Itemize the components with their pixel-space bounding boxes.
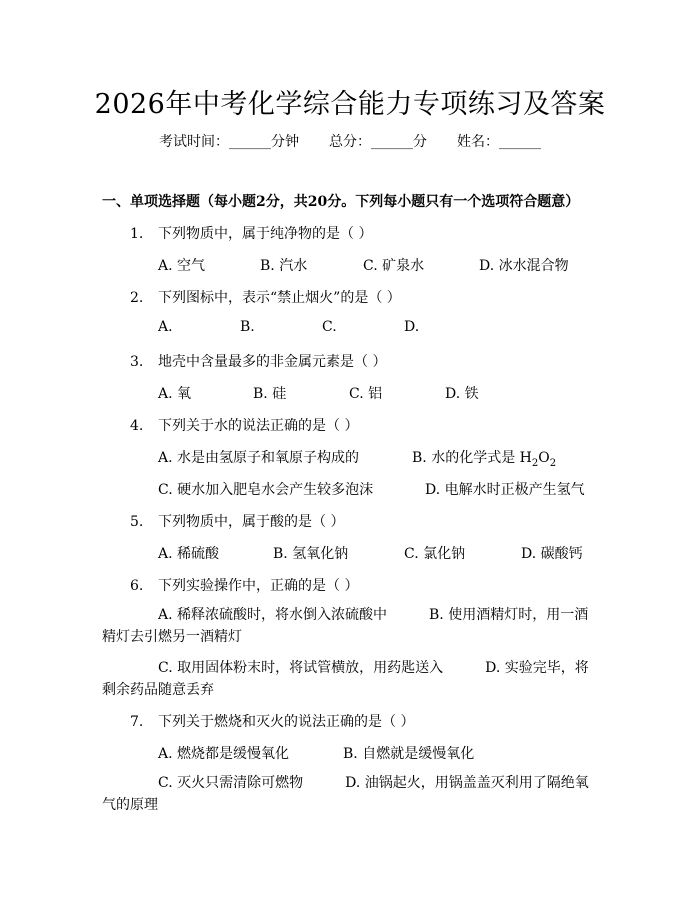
option-a: A. <box>158 319 173 335</box>
option-b: B. <box>240 319 255 335</box>
option-c: C. 矿泉水 <box>363 258 425 274</box>
option-b: B. 自燃就是缓慢氧化 <box>343 746 475 762</box>
question <box>130 711 414 731</box>
option-a: A. 燃烧都是缓慢氧化 <box>158 746 290 762</box>
option-b: B. 硅 <box>253 386 287 402</box>
name-field: 姓名：______ <box>457 134 541 150</box>
option-d: D. 实验完毕，将剩余药品随意丢弃 <box>102 660 589 698</box>
option-b: B. 使用酒精灯时，用一酒精灯去引燃另一酒精灯 <box>102 607 589 645</box>
question-number: 4. <box>130 418 144 434</box>
question <box>130 287 401 307</box>
question-number: 2. <box>130 290 144 306</box>
question <box>130 223 372 243</box>
option-d: D. 碳酸钙 <box>521 546 583 562</box>
question-number: 1. <box>130 226 144 242</box>
option-c: C. <box>322 319 337 335</box>
option-d: D. <box>404 319 420 335</box>
question-text: 地壳中含量最多的非金属元素是（ ） <box>158 354 387 370</box>
question-text: 下列实验操作中，正确的是（ ） <box>158 578 359 594</box>
page-title: 2026年中考化学综合能力专项练习及答案 <box>94 89 606 120</box>
total-score-field: 总分：______分 <box>329 134 427 150</box>
question-text: 下列物质中，属于酸的是（ ） <box>158 514 345 530</box>
question-text: 下列关于燃烧和灭火的说法正确的是（ ） <box>158 714 415 730</box>
question-text: 下列图标中，表示“禁止烟火”的是（ ） <box>158 290 401 306</box>
exam-meta <box>0 131 700 151</box>
options-block <box>102 604 602 648</box>
question-number: 5. <box>130 514 144 530</box>
question <box>130 575 358 595</box>
option-c: C. 硬水加入肥皂水会产生较多泡沫 <box>158 482 374 498</box>
section-heading: 一、单项选择题（每小题2分，共20分。下列每小题只有一个选项符合题意） <box>102 194 580 210</box>
option-b-text: B. 水的化学式是 <box>412 450 516 466</box>
question <box>130 415 358 435</box>
options-block <box>102 772 602 816</box>
option-c: C. 氯化钠 <box>404 546 466 562</box>
option-a: A. 稀硫酸 <box>158 546 220 562</box>
option-b <box>412 447 556 469</box>
question-text: 下列物质中，属于纯净物的是（ ） <box>158 226 373 242</box>
option-d: D. 油锅起火，用锅盖盖灭利用了隔绝氧气的原理 <box>102 775 589 813</box>
question-number: 7. <box>130 714 144 730</box>
exam-time-field: 考试时间：______分钟 <box>159 134 299 150</box>
option-a: A. 水是由氢原子和氧原子构成的 <box>158 450 360 466</box>
option-a: A. 稀释浓硫酸时，将水倒入浓硫酸中 <box>158 607 388 623</box>
options-block <box>102 657 602 701</box>
option-a: A. 氧 <box>158 386 192 402</box>
question <box>130 351 386 371</box>
question-number: 6. <box>130 578 144 594</box>
option-d: D. 冰水混合物 <box>479 258 569 274</box>
option-c: C. 铝 <box>349 386 383 402</box>
question-number: 3. <box>130 354 144 370</box>
question <box>130 511 344 531</box>
option-c: C. 取用固体粉末时，将试管横放，用药匙送入 <box>158 660 444 676</box>
option-b: B. 汽水 <box>260 258 308 274</box>
option-d: D. 铁 <box>445 386 479 402</box>
option-b: B. 氢氧化钠 <box>273 546 349 562</box>
question-text: 下列关于水的说法正确的是（ ） <box>158 418 359 434</box>
option-d: D. 电解水时正极产生氢气 <box>425 482 585 498</box>
option-a: A. 空气 <box>158 258 206 274</box>
h2o2-formula: $H_2O_2$ <box>519 450 557 469</box>
option-c: C. 灭火只需清除可燃物 <box>158 775 304 791</box>
